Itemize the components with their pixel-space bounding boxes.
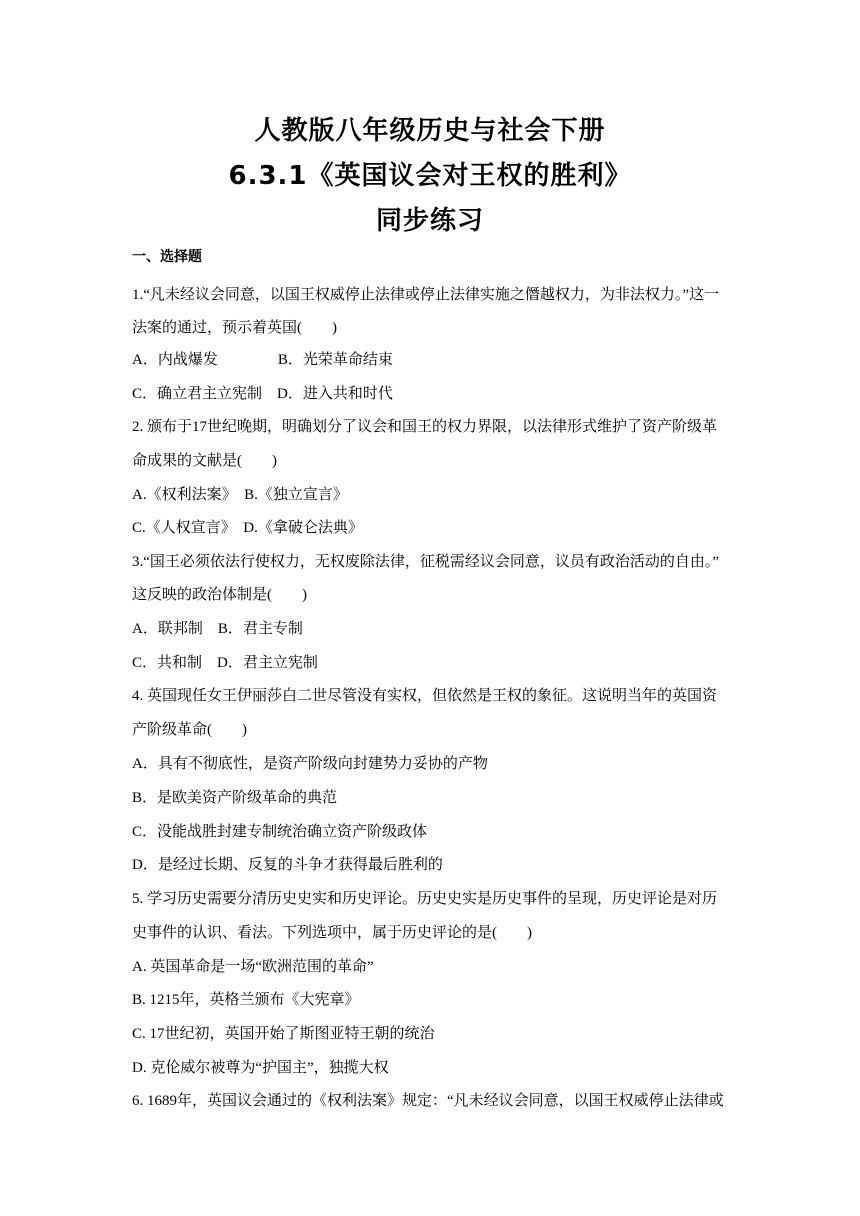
- text-line: D. 克伦威尔被尊为“护国主”，独揽大权: [132, 1060, 389, 1076]
- text-line: 6. 1689年，英国议会通过的《权利法案》规定：“凡未经议会同意，以国王权威停止法律或: [132, 1093, 724, 1109]
- text-line: 史事件的认识、看法。下列选项中，属于历史评论的是( ): [132, 925, 532, 941]
- text-line: A．具有不彻底性，是资产阶级向封建势力妥协的产物: [132, 756, 488, 772]
- text-line: C．共和制 D．君主立宪制: [132, 655, 318, 671]
- text-line: C. 17世纪初，英国开始了斯图亚特王朝的统治: [132, 1026, 435, 1042]
- text-line: 5. 学习历史需要分清历史史实和历史评论。历史史实是历史事件的呈现，历史评论是对历: [132, 891, 718, 907]
- text-line: A.《权利法案》 B.《独立宣言》: [132, 487, 348, 503]
- text-line: A．内战爆发 B．光荣革命结束: [132, 352, 393, 368]
- text-line: 法案的通过，预示着英国( ): [132, 320, 337, 336]
- text-line: C.《人权宣言》 D.《拿破仑法典》: [132, 520, 363, 536]
- text-line: 2. 颁布于17世纪晚期，明确划分了议会和国王的权力界限，以法律形式维护了资产阶级革: [132, 419, 718, 435]
- text-line: A. 英国革命是一场“欧洲范围的革命”: [132, 959, 374, 975]
- text-line: A．联邦制 B．君主专制: [132, 621, 303, 637]
- section-heading: 一、选择题: [132, 249, 202, 265]
- text-line: B. 1215年，英格兰颁布《大宪章》: [132, 992, 360, 1008]
- text-line: 3.“国王必须依法行使权力，无权废除法律，征税需经议会同意，议员有政治活动的自由。”: [132, 554, 720, 570]
- text-line: 命成果的文献是( ): [132, 453, 277, 469]
- text-line: C．没能战胜封建专制统治确立资产阶级政体: [132, 824, 428, 840]
- text-line: 1.“凡未经议会同意，以国王权威停止法律或停止法律实施之僭越权力，为非法权力。”这一: [132, 287, 720, 303]
- doc-title-line-1: 人教版八年级历史与社会下册: [254, 116, 606, 146]
- text-line: 4. 英国现任女王伊丽莎白二世尽管没有实权，但依然是王权的象征。这说明当年的英国资: [132, 688, 718, 704]
- text-line: 这反映的政治体制是( ): [132, 587, 307, 603]
- text-line: B．是欧美资产阶级革命的典范: [132, 790, 338, 806]
- text-line: 产阶级革命( ): [132, 722, 247, 738]
- doc-title-line-2: 6.3.1《英国议会对王权的胜利》: [228, 161, 632, 191]
- doc-title-line-3: 同步练习: [375, 206, 484, 236]
- text-line: C．确立君主立宪制 D．进入共和时代: [132, 386, 393, 402]
- text-line: D．是经过长期、反复的斗争才获得最后胜利的: [132, 857, 443, 873]
